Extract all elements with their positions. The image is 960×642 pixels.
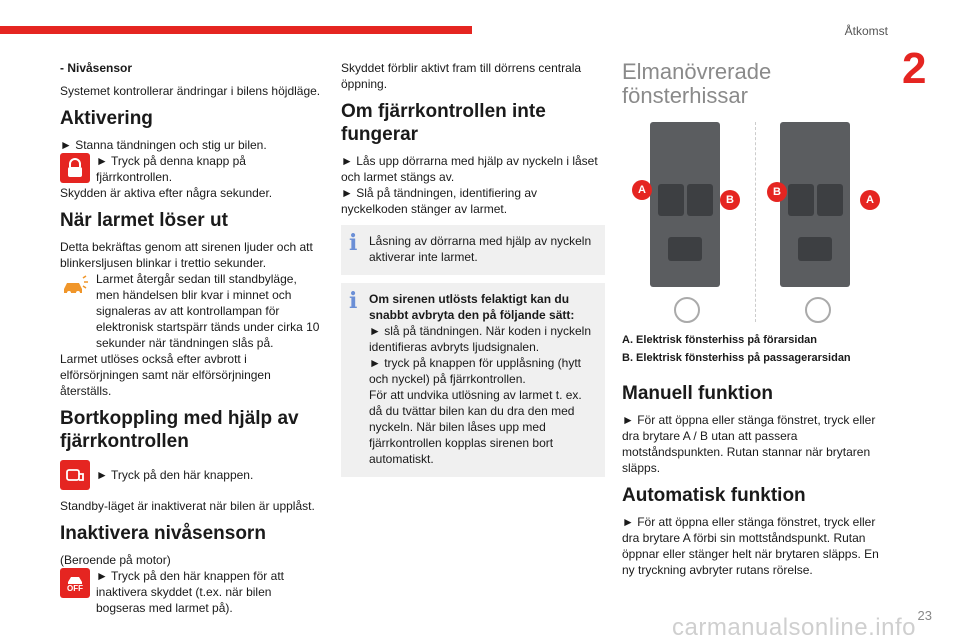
label-a: A: [632, 180, 652, 200]
paragraph: Standby-läget är inaktiverat när bilen är upplåst.: [60, 499, 315, 513]
note-text: Låsning av dörrarna med hjälp av nyckeln aktiverar inte larmet.: [369, 234, 592, 264]
switch-panel-passenger: [780, 122, 850, 287]
column-1: [60, 60, 322, 616]
paragraph: Systemet kontrollerar ändringar i bilens höjdläge.: [60, 84, 321, 98]
section-heading: Elmanövrerade fönsterhissar: [622, 59, 772, 108]
heading-larm: När larmet löser ut: [60, 210, 228, 231]
heading-aktivering: Aktivering: [60, 108, 153, 129]
switch-panel-driver: [650, 122, 720, 287]
heading-inaktivera: Inaktivera nivåsensorn: [60, 523, 266, 544]
label-b: B: [720, 190, 740, 210]
figure-legend: [622, 332, 884, 366]
window-switch-b: [687, 184, 713, 216]
note-text: ► slå på tändningen. När koden i nyckeln identifieras avbryts ljudsignalen.: [369, 324, 592, 354]
info-note: [341, 225, 605, 275]
paragraph: ► För att öppna eller stänga fönstret, tryck eller dra brytare A förbi sin mottståndspunkt. Rutan öppnar eller stänger helt när brytaren släpps. En ny tryckning avbryter rutans rörelse.: [622, 515, 879, 577]
label-b: B: [767, 182, 787, 202]
icon-row: [60, 568, 322, 616]
paragraph: ► Tryck på denna knapp på fjärrkontrollen.: [96, 154, 246, 184]
legend-b: B. Elektrisk fönsterhiss på passagerarsidan: [622, 352, 851, 364]
page-number: 23: [917, 608, 932, 623]
paragraph: ► Slå på tändningen, identifiering av nyckelkoden stänger av larmet.: [341, 186, 538, 216]
chapter-color-bar: [0, 26, 472, 34]
paragraph: ► Lås upp dörrarna med hjälp av nyckeln i låset och larmet stängs av.: [341, 154, 598, 184]
icon-row: [60, 271, 322, 351]
info-note: [341, 283, 605, 477]
paragraph: Skyddet förblir aktivt fram till dörrens centrala öppning.: [341, 61, 582, 91]
column-2: [341, 60, 605, 485]
paragraph: ► Tryck på den här knappen.: [96, 468, 254, 482]
chapter-number: 2: [902, 44, 927, 93]
paragraph: (Beroende på motor): [60, 553, 171, 567]
section-title: Åtkomst: [844, 24, 888, 38]
paragraph: Larmet återgår sedan till standbyläge, men händelsen blir kvar i minnet och signaleras av att kontrollampan för elektronisk startspärr tänds under cirka 10 sekunder när tändningen slås på.: [96, 272, 320, 350]
heading-fjarrkontroll: Om fjärrkontrollen inte fungerar: [341, 101, 546, 145]
paragraph: ► Tryck på den här knappen för att inaktivera skyddet (t.ex. när bilen bogseras med larmet på).: [96, 569, 284, 615]
steering-wheel-icon: [805, 297, 831, 323]
lock-switch: [668, 237, 702, 261]
column-3: [622, 60, 884, 578]
window-switch-a: [817, 184, 843, 216]
heading-bortkoppling: Bortkoppling med hjälp av fjärrkontrollen: [60, 408, 299, 452]
window-switch-b: [788, 184, 814, 216]
window-switch-a: [658, 184, 684, 216]
subsection-title: - Nivåsensor: [60, 61, 133, 75]
figure-divider: [755, 122, 756, 322]
car-alarm-warning-icon: [60, 271, 90, 301]
legend-a: A. Elektrisk fönsterhiss på förarsidan: [622, 334, 818, 346]
remote-button-icon: [60, 460, 90, 490]
info-icon: i: [349, 288, 358, 314]
note-text: För att undvika utlösning av larmet t. ex. då du tvättar bilen kan du dra den med nyckeln. När bilen låses upp med fjärrkontrollen kopplas sirenen bort automatiskt.: [369, 388, 582, 466]
note-title: Om sirenen utlösts felaktigt kan du snabbt avbryta den på följande sätt:: [369, 292, 575, 322]
level-sensor-off-icon: [60, 568, 90, 598]
icon-row: [60, 460, 322, 490]
paragraph: ► För att öppna eller stänga fönstret, tryck eller dra brytare A / B utan att passera motståndspunkten. Rutan stannar när brytaren släpps.: [622, 413, 876, 475]
lock-icon: [60, 153, 90, 183]
icon-row: [60, 153, 322, 185]
label-a: A: [860, 190, 880, 210]
paragraph: Skydden är aktiva efter några sekunder.: [60, 186, 273, 200]
window-switch-figure: [622, 122, 884, 322]
watermark: carmanualsonline.info: [672, 614, 916, 641]
paragraph: Larmet utlöses också efter avbrott i elförsörjningen samt när elförsörjningen återställs.: [60, 352, 271, 398]
heading-automatisk: Automatisk funktion: [622, 485, 806, 506]
lock-switch: [798, 237, 832, 261]
steering-wheel-icon: [674, 297, 700, 323]
off-label: OFF: [67, 584, 83, 593]
paragraph: Detta bekräftas genom att sirenen ljuder och att blinkersljusen blinkar i trettio sekunder.: [60, 240, 313, 270]
paragraph: ► Stanna tändningen och stig ur bilen.: [60, 138, 267, 152]
info-icon: i: [349, 230, 358, 256]
heading-manuell: Manuell funktion: [622, 383, 773, 404]
note-text: ► tryck på knappen för upplåsning (hytt och nyckel) på fjärrkontrollen.: [369, 356, 581, 386]
